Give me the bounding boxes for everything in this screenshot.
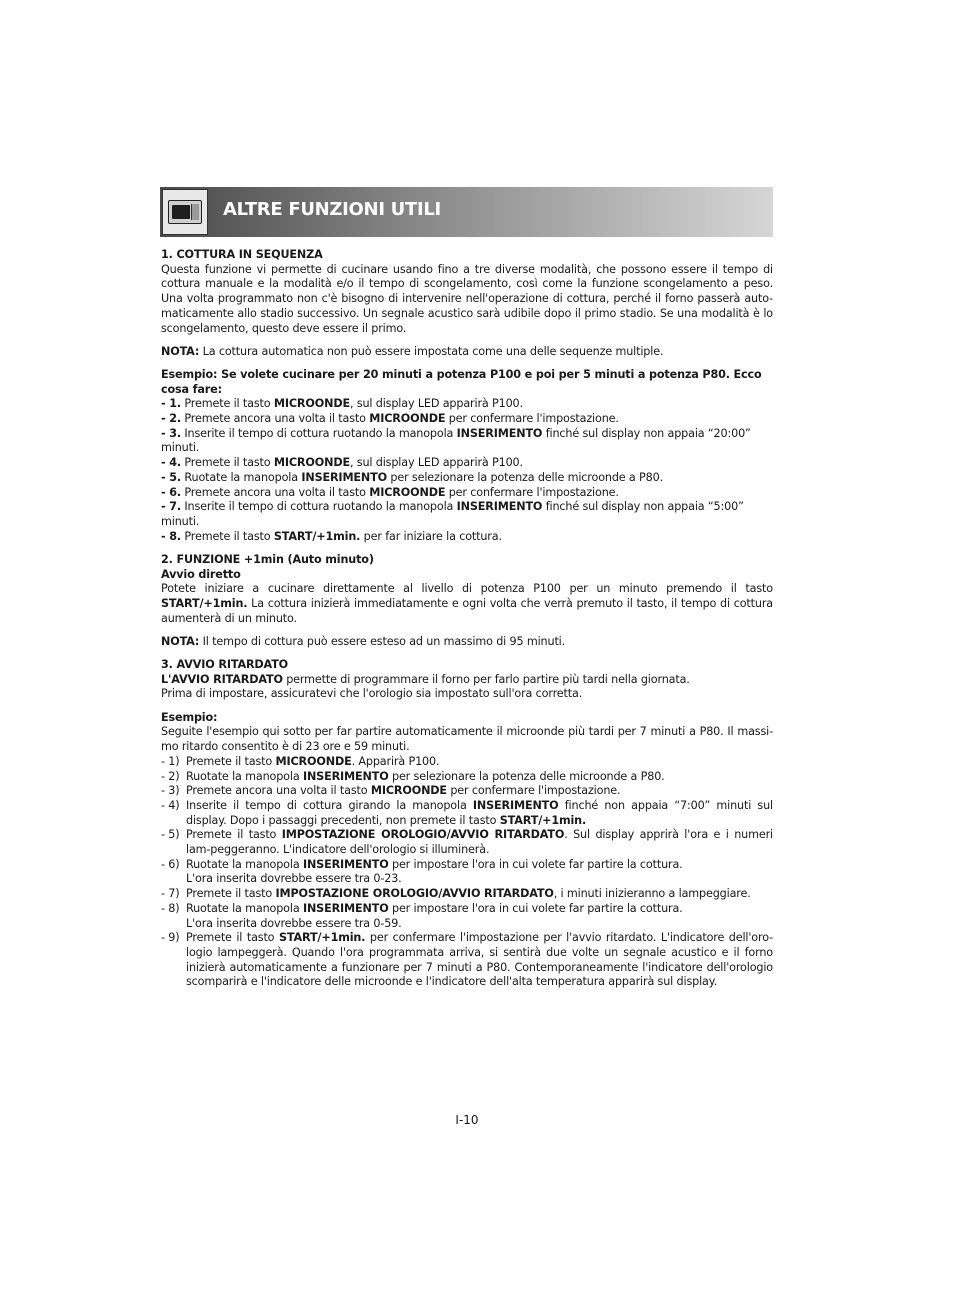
step-number: - 5) — [161, 828, 180, 842]
step-number: - 3. — [161, 426, 181, 440]
key-name: START/+1min. — [273, 529, 361, 543]
section-1-title: 1. COTTURA IN SEQUENZA — [161, 248, 323, 261]
step-number: - 4. — [161, 456, 181, 470]
section-2-text: Potete iniziare a cucinare direttamente al livello di potenza P100 per un minuto premendo il tasto START/+1min. La cottura inizierà immediatamente e ogni volta che verrà premuto il tasto, il tempo di cottura aumenterà di un minuto. — [161, 582, 773, 625]
step-text: Premete ancora una volta il tasto — [180, 485, 370, 499]
section-3-example-label: Esempio: — [161, 710, 218, 724]
section-3-example-text: Seguite l'esempio qui sotto per far partire automaticamente il microonde più tardi per 7 minuti a P80. Il massi-mo ritardo consentito è di 23 ore e 59 minuti. — [161, 725, 773, 754]
section-3-steps — [161, 755, 773, 990]
delayed-step-7 — [161, 887, 773, 902]
step-hint: L'ora inserita dovrebbe essere tra 0-59. — [186, 916, 402, 930]
note-text: La cottura automatica non può essere impostata come una delle sequenze multiple. — [199, 344, 664, 358]
delayed-step-6 — [161, 858, 773, 887]
key-name: MICROONDE — [369, 485, 446, 499]
delayed-step-3 — [161, 784, 773, 799]
step-text: finché sul display non appaia “20:00” minuti. — [161, 426, 751, 455]
page-title: ALTRE FUNZIONI UTILI — [223, 199, 441, 220]
document-body — [161, 248, 773, 990]
step-text: , sul display LED apparirà P100. — [349, 397, 523, 411]
step-text: Ruotate la manopola — [180, 470, 302, 484]
section-1-note — [161, 345, 773, 360]
step-3 — [161, 427, 773, 456]
key-name: INSERIMENTO — [301, 470, 387, 484]
section-3-title: 3. AVVIO RITARDATO — [161, 658, 289, 672]
step-number: - 1. — [161, 397, 181, 411]
step-text: Premete il tasto IMPOSTAZIONE OROLOGIO/AVVIO RITARDATO, i minuti inizieranno a lampeggiare. — [186, 887, 751, 901]
key-name: MICROONDE — [369, 412, 446, 426]
key-name: MICROONDE — [273, 397, 350, 411]
key-name: INSERIMENTO — [456, 426, 543, 440]
step-number: - 3) — [161, 784, 180, 798]
section-2-subtitle: Avvio diretto — [161, 567, 241, 581]
step-hint: L'ora inserita dovrebbe essere tra 0-23. — [186, 872, 402, 886]
step-text: Premete il tasto IMPOSTAZIONE OROLOGIO/AVVIO RITARDATO. Sul display apprirà l'ora e i numeri lam-peggeranno. L'indicatore dell'orologio si illuminerà. — [186, 828, 773, 857]
note-label: NOTA: — [161, 344, 200, 358]
page-number: I-10 — [455, 1113, 479, 1127]
step-text: per far iniziare la cottura. — [360, 529, 502, 543]
step-text: Inserite il tempo di cottura ruotando la manopola — [180, 500, 457, 514]
step-text: Inserite il tempo di cottura ruotando la manopola — [180, 426, 457, 440]
step-text: Inserite il tempo di cottura girando la manopola INSERIMENTO finché non appaia “7:00” minuti sul display. Dopo i passaggi precedenti, non premete il tasto START/+1min. — [186, 798, 773, 827]
step-text: Premete il tasto — [180, 456, 274, 470]
step-number: - 8) — [161, 901, 180, 915]
section-1-steps — [161, 397, 773, 544]
step-number: - 9) — [161, 931, 180, 945]
note-text: Il tempo di cottura può essere esteso ad un massimo di 95 minuti. — [199, 634, 566, 648]
section-2-note — [161, 635, 773, 650]
step-number: - 7. — [161, 500, 181, 514]
delayed-step-1 — [161, 755, 773, 770]
delayed-step-2 — [161, 770, 773, 785]
step-number: - 5. — [161, 470, 181, 484]
step-text: per confermare l'impostazione. — [445, 412, 619, 426]
step-1 — [161, 397, 773, 412]
step-text: per selezionare la potenza delle microonde a P80. — [386, 470, 663, 484]
delayed-step-9 — [161, 931, 773, 990]
section-1-intro: Questa funzione vi permette di cucinare usando fino a tre diverse modalità, che possono essere il tempo di cottura manuale e la modalità e/o il tempo di scongelamento, così come la funzione scongelamento a peso. Una volta programmato non c'è bisogno di intervenire nell'operazione di cottura, perché il forno passerà auto-maticamente allo stadio successivo. Un segnale acustico sarà udibile dopo il primo stadio. Se una modalità è lo scongelamento, questo deve essere il primo. — [161, 262, 773, 335]
key-name: INSERIMENTO — [456, 500, 543, 514]
delayed-step-5 — [161, 828, 773, 857]
section-header — [160, 187, 773, 237]
step-text: , sul display LED apparirà P100. — [349, 456, 523, 470]
step-text: Ruotate la manopola INSERIMENTO per impostare l'ora in cui volete far partire la cottura. L'ora inserita dovrebbe essere tra 0-59. — [186, 902, 773, 931]
step-6 — [161, 486, 773, 501]
step-text: Premete il tasto — [180, 397, 274, 411]
step-text: Premete il tasto START/+1min. per confermare l'impostazione per l'avvio ritardato. L'indicatore dell'oro-logio lampeggerà. Quando l'ora programmata arriva, si sentirà due volte un segnale acustico e il forno inizierà automaticamente a funzionare per 7 minuti a P80. Contemporaneamente l'indicatore dell'orologio scomparirà e l'indicatore delle microonde e l'indicatore dell'alta temperatura apparirà sul display. — [186, 931, 773, 989]
step-number: - 6) — [161, 857, 180, 871]
step-text: Premete il tasto — [180, 529, 274, 543]
delayed-step-8 — [161, 902, 773, 931]
section-3-lead-2: Prima di impostare, assicuratevi che l'orologio sia impostato sull'ora corretta. — [161, 687, 583, 701]
note-label: NOTA: — [161, 634, 200, 648]
step-number: - 6. — [161, 485, 181, 499]
key-name: MICROONDE — [273, 456, 350, 470]
section-1-example-title: Esempio: Se volete cucinare per 20 minuti a potenza P100 e poi per 5 minuti a potenza P80. Ecco cosa fare: — [161, 367, 762, 396]
step-number: - 2. — [161, 412, 181, 426]
microwave-icon — [162, 189, 208, 235]
step-text: per confermare l'impostazione. — [445, 485, 619, 499]
step-text: finché sul display non appaia “5:00” minuti. — [161, 500, 744, 528]
step-text: Ruotate la manopola INSERIMENTO per selezionare la potenza delle microonde a P80. — [186, 769, 665, 783]
step-number: - 1) — [161, 754, 180, 768]
step-number: - 2) — [161, 769, 180, 783]
step-number: - 7) — [161, 887, 180, 901]
step-text: Premete il tasto MICROONDE. Apparirà P100. — [186, 754, 440, 768]
step-text: Premete ancora una volta il tasto — [180, 412, 370, 426]
step-4 — [161, 456, 773, 471]
step-5 — [161, 471, 773, 486]
delayed-step-4 — [161, 799, 773, 828]
step-2 — [161, 412, 773, 427]
section-2-title: 2. FUNZIONE +1min (Auto minuto) — [161, 552, 374, 566]
step-text: Ruotate la manopola INSERIMENTO per impostare l'ora in cui volete far partire la cottura. L'ora inserita dovrebbe essere tra 0-23. — [186, 858, 773, 887]
step-number: - 4) — [161, 798, 180, 812]
step-8 — [161, 530, 773, 545]
step-number: - 8. — [161, 529, 181, 543]
section-3-lead: L'AVVIO RITARDATO permette di programmare il forno per farlo partire più tardi nella giornata. — [161, 672, 690, 686]
step-text: Premete ancora una volta il tasto MICROONDE per confermare l'impostazione. — [186, 784, 621, 798]
step-7 — [161, 500, 773, 529]
